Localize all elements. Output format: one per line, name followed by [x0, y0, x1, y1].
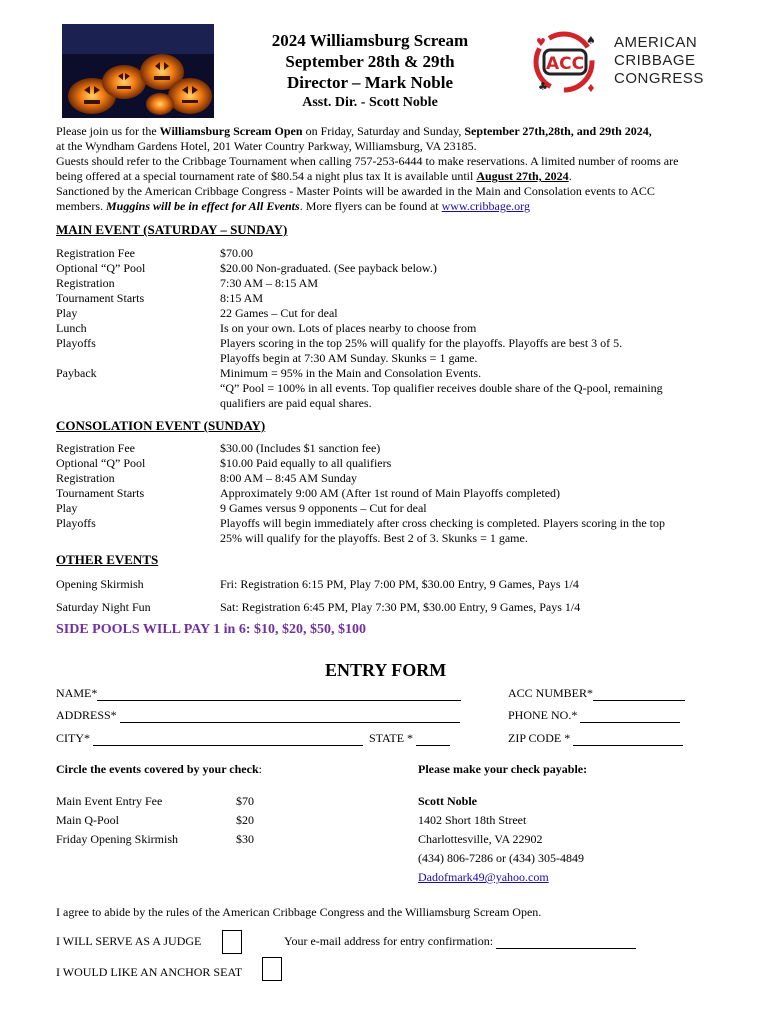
pumpkin-photo: [62, 24, 214, 118]
event-row-value: $20.00 Non-graduated. (See payback below.): [220, 261, 437, 275]
acc-row: [508, 686, 685, 701]
event-row-label: Play: [56, 501, 78, 515]
fee-amount: $30: [236, 832, 254, 846]
phone-label: PHONE NO.*: [508, 708, 578, 722]
main-event-title: MAIN EVENT (SATURDAY – SUNDAY): [56, 222, 288, 237]
email-row: [284, 934, 636, 949]
anchor-label: I WOULD LIKE AN ANCHOR SEAT: [56, 965, 243, 979]
event-row: [56, 531, 736, 546]
other-event-row: [56, 577, 736, 592]
event-row-value: $70.00: [220, 246, 253, 260]
svg-text:♣: ♣: [538, 80, 548, 93]
state-label: STATE *: [369, 731, 414, 745]
event-row-value: $10.00 Paid equally to all qualifiers: [220, 456, 392, 470]
event-row-value: 22 Games – Cut for deal: [220, 306, 338, 320]
consolation-table: [56, 441, 736, 546]
acc-label: ACC NUMBER*: [508, 686, 594, 700]
other-event-label: Opening Skirmish: [56, 577, 144, 591]
event-name: Williamsburg Scream Open: [159, 124, 303, 138]
event-row-value: Players scoring in the top 25% will qualify for the playoffs. Playoffs are best 3 of 5.: [220, 336, 623, 350]
event-row-value: Is on your own. Lots of places nearby to choose from: [220, 321, 477, 335]
svg-text:♠: ♠: [586, 34, 596, 47]
event-row-label: Playoffs: [56, 516, 96, 530]
event-row-label: Registration: [56, 276, 115, 290]
other-event-row: [56, 600, 736, 615]
event-row: [56, 336, 736, 351]
hotel-info: at the Wyndham Gardens Hotel, 201 Water Country Parkway, Williamsburg, VA 23185.: [56, 139, 477, 153]
intro-paragraph: [56, 124, 726, 214]
sanction-info: Sanctioned by the American Cribbage Congress - Master Points will be awarded in the Main and Consolation events to ACC: [56, 184, 655, 198]
address-label: ADDRESS*: [56, 708, 117, 722]
event-row-label: Registration Fee: [56, 246, 135, 260]
acc-number-field[interactable]: [593, 688, 685, 701]
event-row: [56, 501, 736, 516]
name-field[interactable]: [97, 688, 461, 701]
punctuation: .: [568, 169, 572, 183]
event-row: [56, 261, 736, 276]
event-row: [56, 516, 736, 531]
fee-row[interactable]: [56, 811, 316, 830]
fee-label: Main Event Entry Fee: [56, 794, 163, 808]
main-event-table: [56, 246, 736, 411]
agreement-text: I agree to abide by the rules of the American Cribbage Congress and the Williamsburg Scream Open.: [56, 905, 542, 919]
event-row-label: Tournament Starts: [56, 486, 145, 500]
consolation-title: CONSOLATION EVENT (SUNDAY): [56, 418, 266, 433]
cribbage-link[interactable]: www.cribbage.org: [441, 199, 530, 213]
event-row: [56, 321, 736, 336]
circle-events-text: Circle the events covered by your check: [56, 762, 259, 776]
side-pools-note: SIDE POOLS WILL PAY 1 in 6: $10, $20, $50, $100: [56, 622, 367, 637]
zip-row: [508, 731, 683, 746]
title-line4: Asst. Dir. - Scott Noble: [302, 95, 438, 110]
event-row: [56, 456, 736, 471]
payee-block: [418, 792, 584, 887]
event-row: [56, 246, 736, 261]
judge-checkbox[interactable]: [222, 930, 242, 954]
deadline-date: August 27th, 2024: [476, 169, 569, 183]
anchor-seat-checkbox[interactable]: [262, 957, 282, 981]
email-field[interactable]: [496, 936, 636, 949]
other-event-value: Fri: Registration 6:15 PM, Play 7:00 PM, $30.00 Entry, 9 Games, Pays 1/4: [220, 577, 579, 591]
event-row-value: $30.00 (Includes $1 sanction fee): [220, 441, 381, 455]
fee-label: Friday Opening Skirmish: [56, 832, 178, 846]
event-row: [56, 486, 736, 501]
logo-text-cribbage: CRIBBAGE: [614, 52, 696, 69]
title-line1: 2024 Williamsburg Scream: [271, 31, 469, 50]
phone-field[interactable]: [580, 710, 680, 723]
event-title: [230, 30, 510, 113]
muggins-note: Muggins will be in effect for All Events: [106, 199, 300, 213]
fee-row[interactable]: [56, 792, 316, 811]
event-row-value: “Q” Pool = 100% in all events. Top qualifier receives double share of the Q-pool, remaining: [220, 381, 663, 395]
payee-address: 1402 Short 18th Street: [418, 813, 527, 827]
fee-amount: $20: [236, 813, 254, 827]
intro-text: on Friday, Saturday and Sunday,: [302, 124, 465, 138]
event-row-label: Optional “Q” Pool: [56, 261, 146, 275]
city-field[interactable]: [93, 733, 363, 746]
other-events-title: OTHER EVENTS: [56, 552, 159, 567]
name-row: [56, 686, 461, 701]
event-row: [56, 381, 736, 396]
event-row-value: Playoffs begin at 7:30 AM Sunday. Skunks = 1 game.: [220, 351, 478, 365]
city-row: [56, 731, 450, 746]
fee-list: [56, 792, 316, 849]
event-row-value: qualifiers are paid equal shares.: [220, 396, 372, 410]
event-row-value: 25% will qualify for the playoffs. Best 2 of 3. Skunks = 1 game.: [220, 531, 528, 545]
acc-logo: [526, 26, 716, 98]
fee-label: Main Q-Pool: [56, 813, 119, 827]
event-row: [56, 366, 736, 381]
logo-text-congress: CONGRESS: [614, 70, 704, 87]
event-row: [56, 276, 736, 291]
state-field[interactable]: [416, 733, 450, 746]
acc-logo-mark: [526, 26, 606, 98]
event-row-label: Payback: [56, 366, 97, 380]
other-event-label: Saturday Night Fun: [56, 600, 151, 614]
event-row-label: Play: [56, 306, 78, 320]
logo-text-american: AMERICAN: [614, 34, 698, 51]
acc-logo-letters: ACC: [545, 54, 585, 74]
intro-text: . More flyers can be found at: [299, 199, 442, 213]
name-label: NAME*: [56, 686, 98, 700]
payee-phone: (434) 806-7286 or (434) 305-4849: [418, 851, 584, 865]
event-row: [56, 441, 736, 456]
zip-label: ZIP CODE *: [508, 731, 571, 745]
event-row-value: 8:00 AM – 8:45 AM Sunday: [220, 471, 358, 485]
event-row-value: Playoffs will begin immediately after cross checking is completed. Players scoring in the top: [220, 516, 666, 530]
reservation-info: Guests should refer to the Cribbage Tournament when calling 757-253-6444 to make reservations. A limited number of rooms are: [56, 154, 679, 168]
payable-label: Please make your check payable:: [418, 762, 588, 776]
payee-name: Scott Noble: [418, 794, 477, 808]
zip-field[interactable]: [573, 733, 683, 746]
intro-text: members.: [56, 199, 106, 213]
judge-label: I WILL SERVE AS A JUDGE: [56, 934, 202, 948]
email-label: Your e-mail address for entry confirmation:: [284, 934, 494, 948]
other-event-value: Sat: Registration 6:45 PM, Play 7:30 PM, $30.00 Entry, 9 Games, Pays 1/4: [220, 600, 581, 614]
event-dates: September 27th,28th, and 29th 2024,: [464, 124, 652, 138]
event-row-label: Playoffs: [56, 336, 96, 350]
payee-email-link[interactable]: Dadofmark49@yahoo.com: [418, 870, 549, 884]
intro-text: Please join us for the: [56, 124, 160, 138]
event-row-label: Registration Fee: [56, 441, 135, 455]
event-row-value: 8:15 AM: [220, 291, 264, 305]
title-line3: Director – Mark Noble: [286, 73, 454, 92]
event-row-value: Approximately 9:00 AM (After 1st round of Main Playoffs completed): [220, 486, 561, 500]
event-row-value: 9 Games versus 9 opponents – Cut for deal: [220, 501, 427, 515]
event-row: [56, 306, 736, 321]
event-row: [56, 396, 736, 411]
address-row: [56, 708, 460, 723]
payee-city: Charlottesville, VA 22902: [418, 832, 543, 846]
event-row-label: Optional “Q” Pool: [56, 456, 146, 470]
event-row: [56, 471, 736, 486]
event-row-label: Tournament Starts: [56, 291, 145, 305]
city-label: CITY*: [56, 731, 90, 745]
circle-events-label: [56, 762, 262, 777]
event-row-value: Minimum = 95% in the Main and Consolation Events.: [220, 366, 482, 380]
event-row-label: Lunch: [56, 321, 87, 335]
event-row-value: 7:30 AM – 8:15 AM: [220, 276, 319, 290]
fee-amount: $70: [236, 794, 254, 808]
title-line2: September 28th & 29th: [285, 52, 455, 71]
rate-info: being offered at a special tournament rate of $80.54 a night plus tax It is available until: [56, 169, 477, 183]
svg-text:♥: ♥: [536, 36, 546, 49]
entry-form-title: ENTRY FORM: [325, 660, 447, 680]
event-row: [56, 291, 736, 306]
svg-text:♦: ♦: [586, 82, 596, 95]
punctuation: :: [258, 762, 262, 776]
phone-row: [508, 708, 680, 723]
address-field[interactable]: [120, 710, 460, 723]
fee-row[interactable]: [56, 830, 316, 849]
event-row: [56, 351, 736, 366]
event-row-label: Registration: [56, 471, 115, 485]
